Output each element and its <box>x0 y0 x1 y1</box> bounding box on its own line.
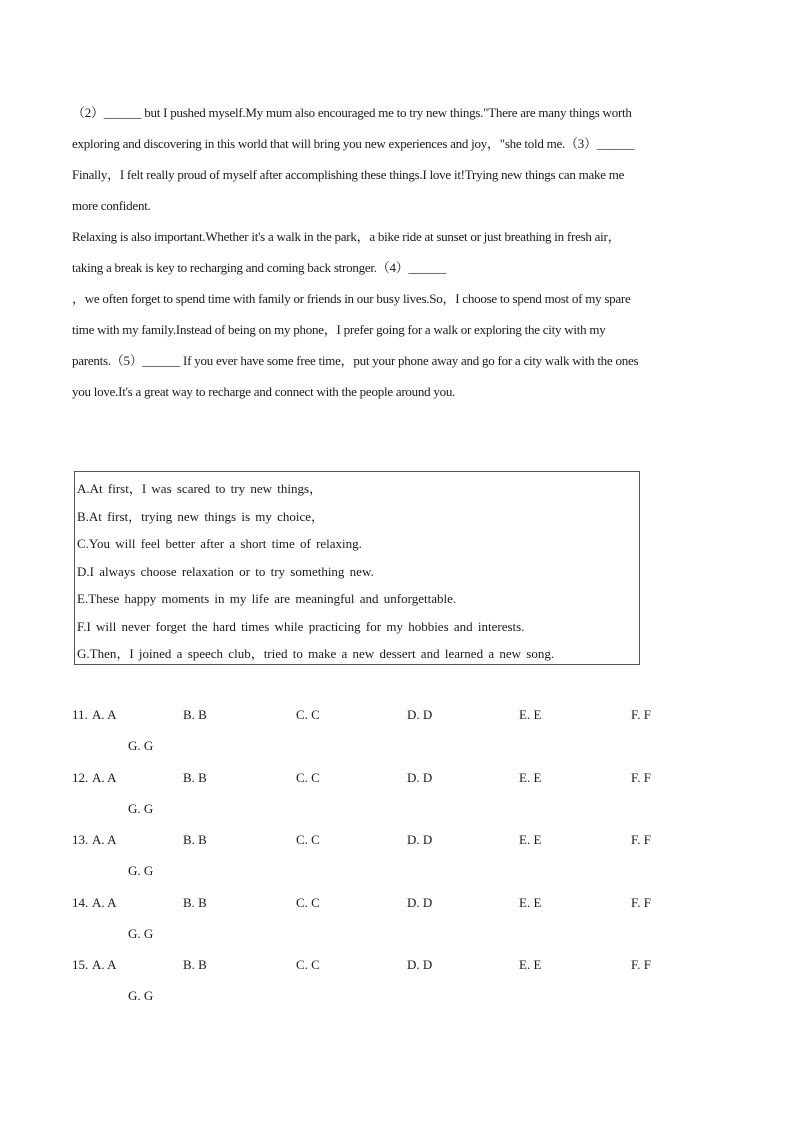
choice-g[interactable]: G. G <box>128 800 154 816</box>
choice-f[interactable]: F. F <box>631 769 651 785</box>
choice-c[interactable]: C. C <box>296 769 320 785</box>
choice-a[interactable]: A. A <box>92 894 117 910</box>
choice-d[interactable]: D. D <box>407 707 433 722</box>
passage-line: exploring and discovering in this world that will bring you new experiences and joy，"she told me.（3）______ <box>72 136 635 151</box>
choice-f[interactable]: F. F <box>631 707 651 722</box>
passage-line: ，we often forget to spend time with family or friends in our busy lives.So，I choose to spend most of my spare <box>72 291 631 306</box>
choice-d[interactable]: D. D <box>407 957 433 972</box>
option-f: F.I will never forget the hard times while practicing for my hobbies and interests. <box>77 618 525 634</box>
option-d: D.I always choose relaxation or to try something new. <box>77 563 374 579</box>
choice-d[interactable]: D. D <box>407 894 433 910</box>
choice-b[interactable]: B. B <box>183 769 207 785</box>
passage-line: （2）______ but I pushed myself.My mum also encouraged me to try new things."There are many things worth <box>72 105 632 120</box>
choice-b[interactable]: B. B <box>183 957 207 972</box>
option-g: G.Then，I joined a speech club，tried to make a new dessert and learned a new song. <box>77 646 555 661</box>
choice-g[interactable]: G. G <box>128 925 154 941</box>
choice-c[interactable]: C. C <box>296 894 320 910</box>
choice-g[interactable]: G. G <box>128 738 154 753</box>
choice-f[interactable]: F. F <box>631 832 651 847</box>
option-c: C.You will feel better after a short time of relaxing. <box>77 536 362 551</box>
choice-e[interactable]: E. E <box>519 957 542 972</box>
options-box <box>74 471 640 665</box>
passage-line: more confident. <box>72 198 151 213</box>
option-a: A.At first，I was scared to try new things， <box>77 481 323 496</box>
choice-c[interactable]: C. C <box>296 707 320 722</box>
question-number: 14. <box>72 894 89 910</box>
option-e: E.These happy moments in my life are meaningful and unforgettable. <box>77 591 457 606</box>
passage-line: parents.（5）______ If you ever have some free time，put your phone away and go for a city walk with the ones <box>72 353 639 368</box>
choice-a[interactable]: A. A <box>92 832 117 847</box>
passage-line: Relaxing is also important.Whether it's a walk in the park，a bike ride at sunset or just breathing in fresh air， <box>72 229 621 244</box>
question-15 <box>72 949 722 1012</box>
question-12 <box>72 762 722 825</box>
passage-line: Finally，I felt really proud of myself after accomplishing these things.I love it!Trying new things can make me <box>72 167 625 182</box>
question-13 <box>72 824 722 887</box>
choice-d[interactable]: D. D <box>407 832 433 847</box>
question-number: 12. <box>72 769 89 785</box>
choice-a[interactable]: A. A <box>92 769 117 785</box>
reading-passage <box>72 97 722 407</box>
question-list <box>72 699 722 1012</box>
choice-d[interactable]: D. D <box>407 769 433 785</box>
passage-line: time with my family.Instead of being on my phone，I prefer going for a walk or exploring the city with my <box>72 322 606 337</box>
choice-c[interactable]: C. C <box>296 957 320 972</box>
choice-a[interactable]: A. A <box>92 707 117 722</box>
choice-c[interactable]: C. C <box>296 832 320 847</box>
choice-g[interactable]: G. G <box>128 988 154 1003</box>
choice-g[interactable]: G. G <box>128 863 154 878</box>
choice-e[interactable]: E. E <box>519 894 542 910</box>
question-number: 11. <box>72 707 88 722</box>
passage-line: taking a break is key to recharging and coming back stronger.（4）______ <box>72 260 446 275</box>
question-number: 13. <box>72 832 89 847</box>
choice-b[interactable]: B. B <box>183 707 207 722</box>
option-b: B.At first，trying new things is my choice， <box>77 508 325 524</box>
choice-e[interactable]: E. E <box>519 769 542 785</box>
choice-e[interactable]: E. E <box>519 707 542 722</box>
choice-b[interactable]: B. B <box>183 894 207 910</box>
passage-line: you love.It's a great way to recharge and connect with the people around you. <box>72 384 456 399</box>
choice-b[interactable]: B. B <box>183 832 207 847</box>
question-11 <box>72 699 722 762</box>
choice-f[interactable]: F. F <box>631 894 651 910</box>
question-14 <box>72 887 722 950</box>
question-number: 15. <box>72 957 89 972</box>
choice-f[interactable]: F. F <box>631 957 651 972</box>
choice-a[interactable]: A. A <box>92 957 117 972</box>
choice-e[interactable]: E. E <box>519 832 542 847</box>
